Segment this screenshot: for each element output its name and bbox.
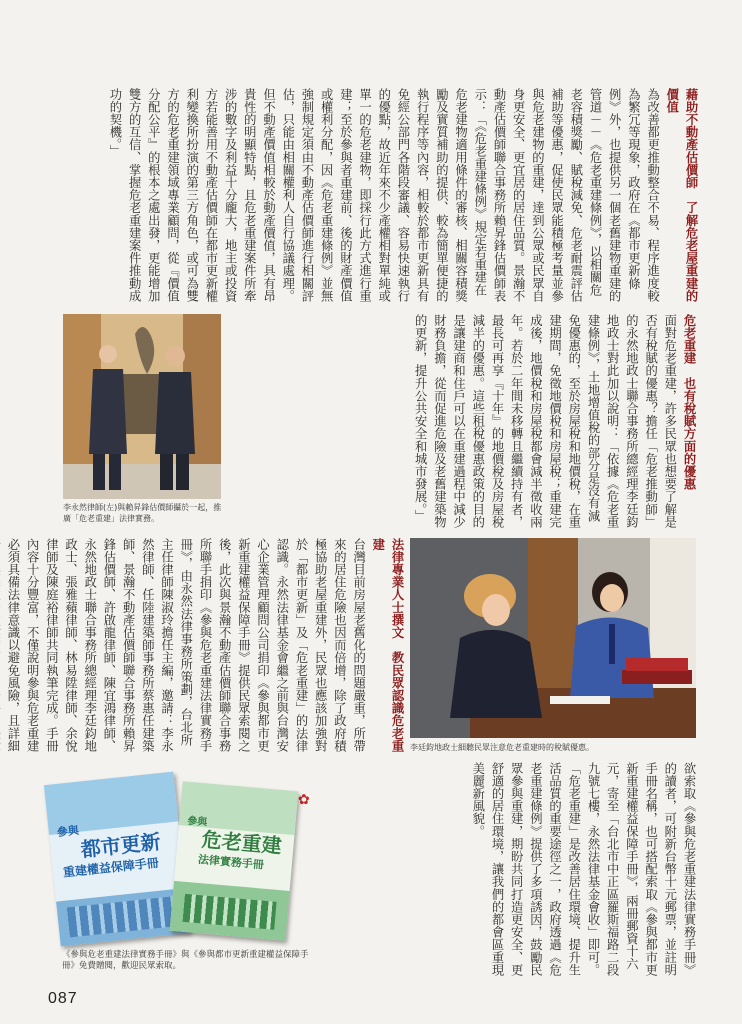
section-2-heading: 危老重建 也有稅賦方面的優惠	[682, 314, 696, 491]
section-1-paragraph: 為改善都更推動整合不易、程序進度較為繁冗等現象，政府在《都市更新條例》外，也提供另一個老舊建物重建的管道－－《危老重建條例》，以相關危老容積獎勵、賦稅減免、危老耐震評估補助等優惠，促使民眾能積極考量並參與危老建物的重建，達到公眾或民眾自身更安全、更宜居的居住品質。景瀚不動產估價師聯合事務所賴昇鋒估價師表示：「《危老重建條例》規定若重建在危老建物適用條件的審核、相關容積獎勵及實質補助的提供、較為簡單便捷的執行程序等內容，相較於都市更新具有免經公部門各階段審議、容易快速執行的優點，故近年來不少產權相對單純或單一的危老建物，即採行此方式進行重建；至於參與者重建前、後的財產價值或權利分配，因《危老重建條例》並無強制規定須由不動產估價師進行相關評估，只能由相關權利人自行協議處理。但不動產價值相較於動產價值，具有昂貴性的明顯特點，且危老重建案件所牽涉的數字及利益十分龐大，地主或投資方若能善用不動產估價師在都市更新權利變換所扮演的第三方角色，或可為雙方的危老重建領域專業顧問，從『價值分配公平』的根本之處出發，更能增加雙方的互信、掌握危老重建案件推動成功的契機。」	[107, 88, 660, 303]
booklet-renewal-title-a: 參與	[56, 823, 80, 840]
section-2-paragraph: 面對危老重建，許多民眾也想要了解是否有稅賦的優惠？擔任「危老推動師」的永然地政士聯合事務所總經理李廷鈞地政士對此加以說明：「依據《危老重建條例》，土地增值稅的部分是沒有減免優惠的，至於房屋稅和地價稅，在重建期間，免徵地價稅和房屋稅；重建完成後，地價稅和房屋稅都會減半徵收兩年。若於二年間未移轉且繼續持有者，最長可再享『十年』的地價稅及房屋稅減半的優惠。這些租稅優惠政策的目的是讓建商和住戶可以在重建過程中減少財務負擔，從而促進危險及老舊建築物的更新，提升公共安全和城市發展。」	[413, 314, 677, 529]
section-1-heading: 藉助不動產估價師 了解危老屋重建的價值	[664, 88, 698, 303]
booklet-renewal-title-c: 重建權益保障手冊	[62, 855, 160, 880]
section-1-column	[60, 88, 700, 306]
end-mark-icon: ✿	[298, 792, 310, 808]
photo-lawyers-caption: 李永然律師(左)與賴昇鋒估價師攝於一起，推廣「危老重建」法律實務。	[63, 503, 222, 523]
booklet-dangerous-old-title-c: 法律實務手冊	[197, 852, 265, 872]
section-3-column-lower	[308, 762, 698, 977]
photo-lawyers-standing	[63, 314, 221, 499]
booklet-dangerous-old-title-a: 參與	[186, 815, 208, 829]
booklet-dangerous-old-title-b: 危老重建	[200, 827, 283, 859]
booklet-dangerous-old	[170, 781, 299, 941]
section-3-column	[5, 538, 406, 756]
section-2-column	[232, 314, 698, 532]
photo-lawyers-image	[63, 314, 221, 499]
photo-consultation-image	[410, 538, 696, 738]
section-3-paragraph-1: 台灣目前房屋老舊化的問題嚴重，所帶來的居住危險也因而倍增，除了政府積極協助老屋重建外，民眾也應該加強對於「都市更新」及「危老重建」的法律認識。永然法律基金會繼之前與台灣安心企業管理顧問公司捐印《參與都市更新重建權益保障手冊》提供民眾索閱之後，此次與景瀚不動產估價師聯合事務所聯手捐印《參與危老重建法律實務手冊》，由永然法律事務所策劃，台北所主任律師陳淑玲擔任主編，邀請：李永然律師、任陸建築師事務所蔡惠任建築師、景瀚不動產估價師聯合事務所賴昇鋒估價師、許啟龍律師、陳宜鴻律師、永然地政士聯合事務所總經理李廷鈞地政士、張雅蘋律師、林易陞律師、余悅律師及陳庭裕律師共同執筆完成。手冊內容十分豐富，不僅說明參與危老重建必須具備法律意識以避免風險，且詳細	[5, 538, 366, 753]
photo-consultation	[410, 538, 696, 738]
photo-consultation-caption: 李廷鈞地政士細聽民眾注意危老重建時的稅賦優惠。	[410, 743, 594, 752]
booklet-renewal	[44, 772, 190, 947]
section-3-heading: 法律專業人士撰文 教民眾認識危老重建	[370, 538, 404, 753]
page-number: 087	[48, 990, 78, 1007]
section-3-paragraph-2: 欲索取《參與危老重建法律實務手冊》的讀者，可附新台幣十元郵票，並註明手冊名稱，也可搭配索取《參與都市更新重建權益保障手冊》，兩冊郵資十六元，寄至「台北市中正區羅斯福路二段九號七樓，永然法律基金會收」即可。	[585, 762, 696, 977]
booklet-renewal-title-b: 都市更新	[79, 829, 162, 862]
booklets-caption: 《參與危老重建法律實務手冊》與《參與都市更新重建權益保障手冊》免費贈閱，歡迎民眾索取。	[62, 950, 309, 971]
section-3-paragraph-3: 「危老重建」是改善居住環境、提升生活品質的重要途徑之一，政府透過《危老重建條例》提供了多項誘因，鼓勵民眾參與重建，期盼共同打造更安全、更舒適的居住環境，讓我們的都會區重現美麗新風貌。	[470, 762, 581, 977]
